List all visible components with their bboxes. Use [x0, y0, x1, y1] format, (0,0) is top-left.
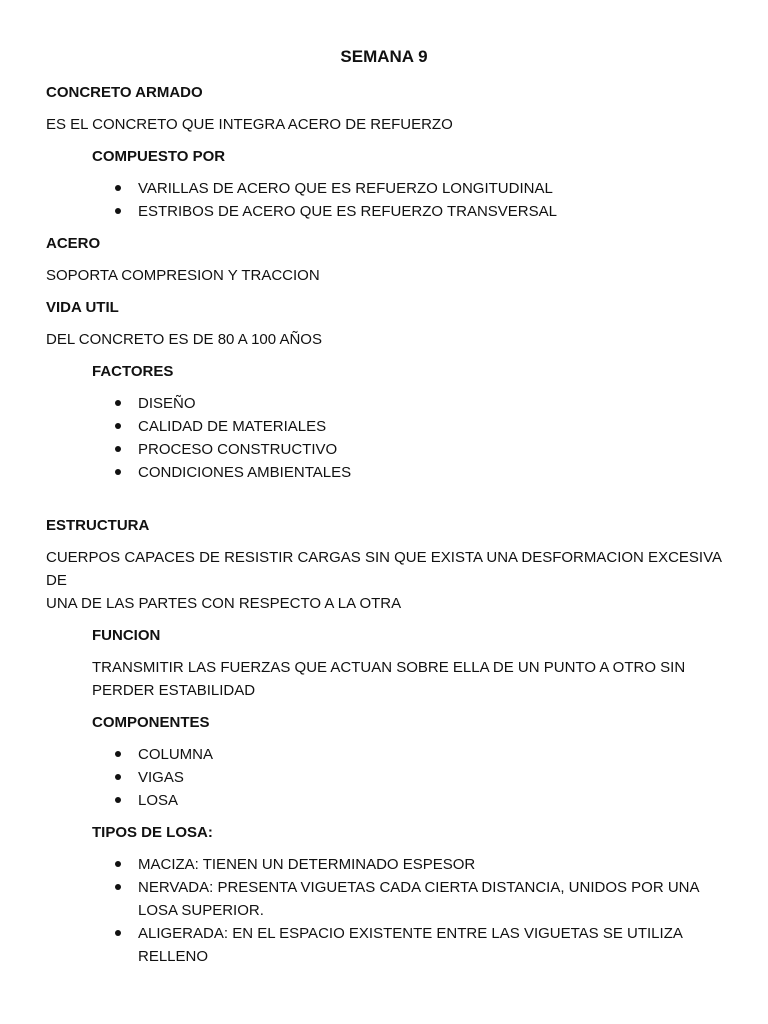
bullet-icon: [115, 884, 121, 890]
bullet-icon: [115, 861, 121, 867]
funcion-text: TRANSMITIR LAS FUERZAS QUE ACTUAN SOBRE ELLA DE UN PUNTO A OTRO SIN PERDER ESTABILIDAD: [92, 659, 686, 699]
list-item: VIGAS: [138, 766, 722, 789]
bullet-icon: [115, 751, 121, 757]
list-item: LOSA: [138, 789, 722, 812]
list-item: COLUMNA: [138, 743, 722, 766]
subheading-funcion: FUNCION: [92, 627, 161, 644]
list-item: ESTRIBOS DE ACERO QUE ES REFUERZO TRANSVERSAL: [138, 200, 722, 223]
section-heading-acero: ACERO: [46, 235, 101, 252]
list-item: CALIDAD DE MATERIALES: [138, 415, 722, 438]
componentes-list: [138, 743, 722, 812]
bullet-icon: [115, 797, 121, 803]
estructura-text: CUERPOS CAPACES DE RESISTIR CARGAS SIN QUE EXISTA UNA DESFORMACION EXCESIVA DE UNA DE LAS PARTES CON RESPECTO A LA OTRA: [46, 549, 722, 612]
list-item: PROCESO CONSTRUCTIVO: [138, 438, 722, 461]
concreto-definition: ES EL CONCRETO QUE INTEGRA ACERO DE REFUERZO: [46, 116, 453, 133]
list-item: MACIZA: TIENEN UN DETERMINADO ESPESOR: [138, 853, 722, 876]
vida-util-text: DEL CONCRETO ES DE 80 A 100 AÑOS: [46, 331, 322, 348]
subheading-factores: FACTORES: [92, 363, 174, 380]
compuesto-list: [138, 177, 722, 223]
bullet-icon: [115, 400, 121, 406]
section-heading-estructura: ESTRUCTURA: [46, 517, 150, 534]
list-item: CONDICIONES AMBIENTALES: [138, 461, 722, 484]
list-item: VARILLAS DE ACERO QUE ES REFUERZO LONGITUDINAL: [138, 177, 722, 200]
bullet-icon: [115, 469, 121, 475]
bullet-icon: [115, 774, 121, 780]
bullet-icon: [115, 446, 121, 452]
section-heading-concreto: CONCRETO ARMADO: [46, 84, 203, 101]
list-item: DISEÑO: [138, 392, 722, 415]
list-item: ALIGERADA: EN EL ESPACIO EXISTENTE ENTRE LAS VIGUETAS SE UTILIZA RELLENO: [138, 922, 722, 968]
bullet-icon: [115, 185, 121, 191]
subheading-tipos-losa: TIPOS DE LOSA:: [92, 824, 213, 841]
subheading-compuesto: COMPUESTO POR: [92, 148, 226, 165]
bullet-icon: [115, 930, 121, 936]
bullet-icon: [115, 423, 121, 429]
section-heading-vida-util: VIDA UTIL: [46, 299, 119, 316]
factores-list: [138, 392, 722, 484]
bullet-icon: [115, 208, 121, 214]
list-item: NERVADA: PRESENTA VIGUETAS CADA CIERTA DISTANCIA, UNIDOS POR UNA LOSA SUPERIOR.: [138, 876, 722, 922]
subheading-componentes: COMPONENTES: [92, 714, 210, 731]
tipos-losa-list: [138, 853, 722, 968]
acero-text: SOPORTA COMPRESION Y TRACCION: [46, 267, 320, 284]
page-title: SEMANA 9: [340, 47, 428, 66]
